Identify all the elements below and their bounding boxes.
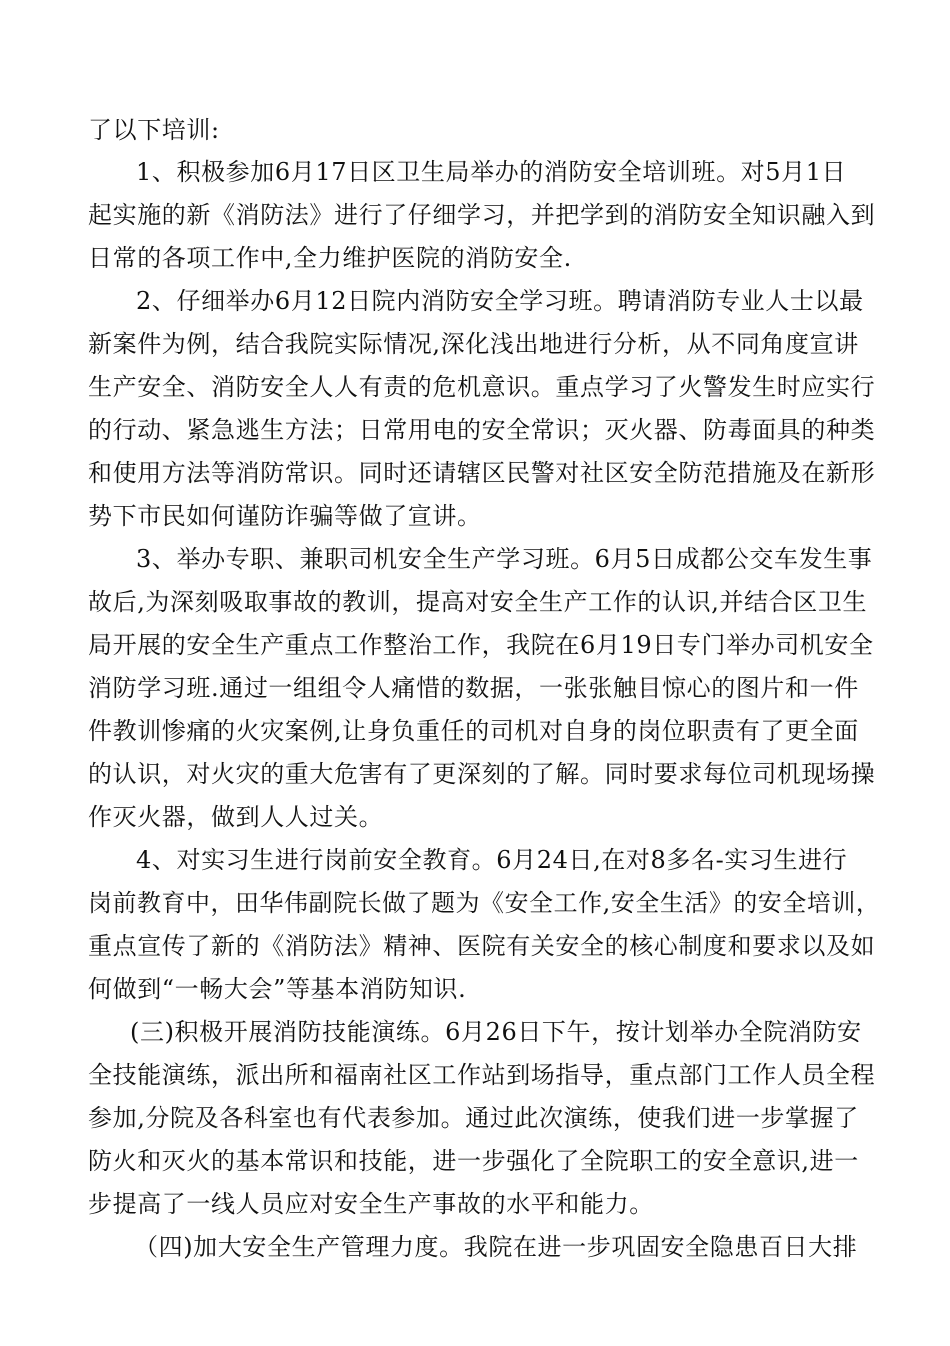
text-line: 1、积极参加6月17日区卫生局举办的消防安全培训班。对5月1日 (136, 158, 847, 186)
text-line: 和使用方法等消防常识。同时还请辖区民警对社区安全防范措施及在新形 (88, 459, 876, 487)
text-line: 重点宣传了新的《消防法》精神、医院有关安全的核心制度和要求以及如 (88, 932, 876, 960)
text-line: 件教训惨痛的火灾案例,让身负重任的司机对自身的岗位职责有了更全面 (88, 717, 859, 745)
text-line: 新案件为例，结合我院实际情况,深化浅出地进行分析，从不同角度宣讲 (88, 330, 859, 358)
text-line: 作灭火器，做到人人过关。 (88, 803, 384, 831)
text-line: 势下市民如何谨防诈骗等做了宣讲。 (88, 502, 482, 530)
text-line: 的认识，对火灾的重大危害有了更深刻的了解。同时要求每位司机现场操 (88, 760, 876, 788)
text-line: 全技能演练，派出所和福南社区工作站到场指导，重点部门工作人员全程 (88, 1061, 876, 1089)
text-line: 步提高了一线人员应对安全生产事故的水平和能力。 (88, 1190, 654, 1218)
text-line: (三)积极开展消防技能演练。6月26日下午，按计划举办全院消防安 (130, 1018, 862, 1046)
text-line: 3、举办专职、兼职司机安全生产学习班。6月5日成都公交车发生事 (136, 545, 873, 573)
text-line: 故后,为深刻吸取事故的教训，提高对安全生产工作的认识,并结合区卫生 (88, 588, 868, 616)
text-line: 岗前教育中，田华伟副院长做了题为《安全工作,安全生活》的安全培训， (88, 889, 881, 917)
text-line: 生产安全、消防安全人人有责的危机意识。重点学习了火警发生时应实行 (88, 373, 876, 401)
text-line: 防火和灭火的基本常识和技能，进一步强化了全院职工的安全意识,进一 (88, 1147, 859, 1175)
text-line: 的行动、紧急逃生方法；日常用电的安全常识；灭火器、防毒面具的种类 (88, 416, 876, 444)
text-line: 4、对实习生进行岗前安全教育。6月24日,在对8多名-实习生进行 (136, 846, 848, 874)
text-line: 参加,分院及各科室也有代表参加。通过此次演练，使我们进一步掌握了 (88, 1104, 859, 1132)
text-line: 2、仔细举办6月12日院内消防安全学习班。聘请消防专业人士以最 (136, 287, 864, 315)
text-line: 局开展的安全生产重点工作整治工作，我院在6月19日专门举办司机安全 (88, 631, 874, 659)
text-line: 了以下培训: (88, 116, 220, 144)
text-line: 起实施的新《消防法》进行了仔细学习，并把学到的消防安全知识融入到 (88, 201, 876, 229)
text-line: 何做到“一畅大会”等基本消防知识. (88, 975, 467, 1003)
text-line: 消防学习班.通过一组组令人痛惜的数据，一张张触目惊心的图片和一件 (88, 674, 859, 702)
text-line: （四)加大安全生产管理力度。我院在进一步巩固安全隐患百日大排 (134, 1233, 858, 1261)
text-line: 日常的各项工作中,全力维护医院的消防安全. (88, 244, 572, 272)
